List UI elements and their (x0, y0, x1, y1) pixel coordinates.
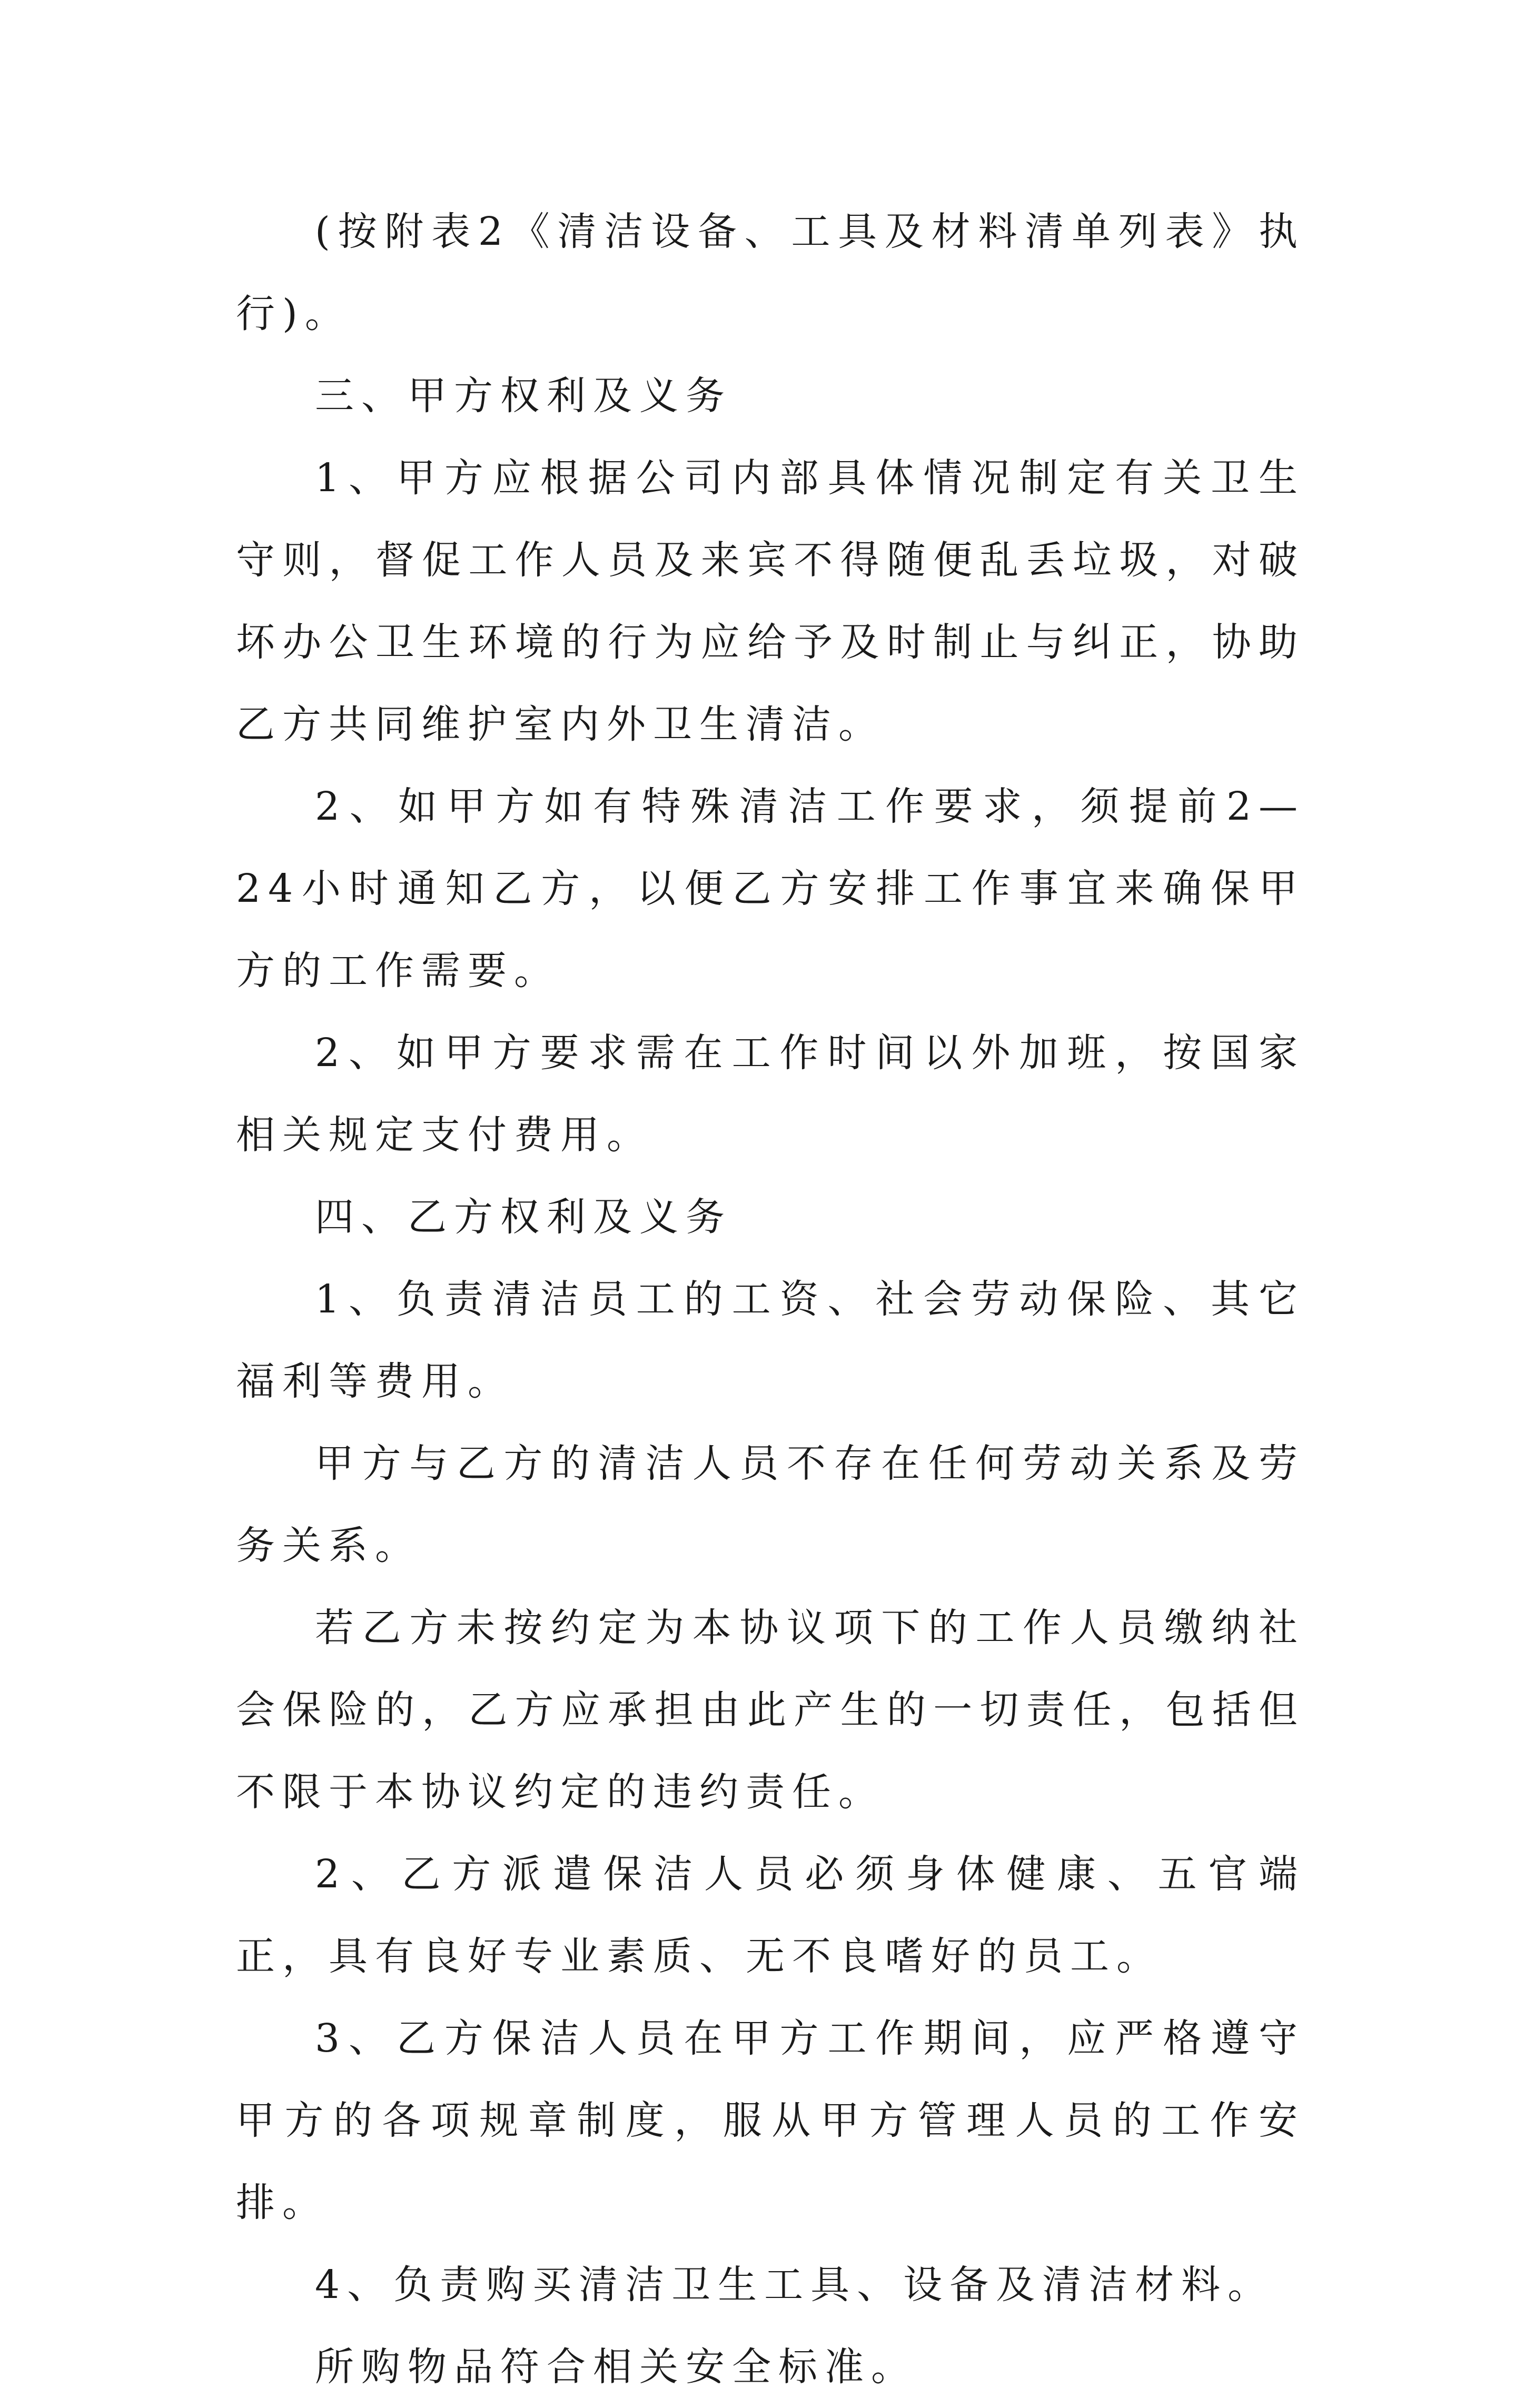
paragraph-party-a-item-2b: 2、如甲方要求需在工作时间以外加班，按国家相关规定支付费用。 (236, 1030, 1305, 1158)
paragraph-party-a-item-2: 2、如甲方如有特殊清洁工作要求，须提前2—24小时通知乙方，以便乙方安排工作事宜来确保甲方的工作需要。 (236, 784, 1305, 993)
paragraph-party-b-item-4: 4、负责购买清洁卫生工具、设备及清洁材料。 (315, 2262, 1274, 2307)
paragraph-party-b-item-2: 2、乙方派遣保洁人员必须身体健康、五官端正，具有良好专业素质、无不良嗜好的员工。 (236, 1852, 1305, 1979)
paragraph-party-a-item-1: 1、甲方应根据公司内部具体情况制定有关卫生守则，督促工作人员及来宾不得随便乱丢垃圾，对破坏办公卫生环境的行为应给予及时制止与纠正，协助乙方共同维护室内外卫生清洁。 (236, 455, 1305, 747)
paragraph-party-b-item-3: 3、乙方保洁人员在甲方工作期间，应严格遵守甲方的各项规章制度，服从甲方管理人员的工作安排。 (236, 2016, 1305, 2225)
paragraph-party-b-item-1: 1、负责清洁员工的工资、社会劳动保险、其它福利等费用。 (236, 1277, 1305, 1404)
paragraph-safety-standard: 所购物品符合相关安全标准。 (315, 2344, 917, 2390)
paragraph-appendix-reference: (按附表2《清洁设备、工具及材料清单列表》执行)。 (236, 209, 1305, 336)
paragraph-social-insurance-liability: 若乙方未按约定为本协议项下的工作人员缴纳社会保险的，乙方应承担由此产生的一切责任，包括但不限于本协议约定的违约责任。 (236, 1605, 1305, 1815)
section-heading-party-b: 四、乙方权利及义务 (315, 1195, 732, 1240)
paragraph-no-labor-relation: 甲方与乙方的清洁人员不存在任何劳动关系及劳务关系。 (236, 1441, 1305, 1568)
document-body (236, 191, 1305, 2408)
section-heading-party-a: 三、甲方权利及义务 (315, 373, 732, 419)
